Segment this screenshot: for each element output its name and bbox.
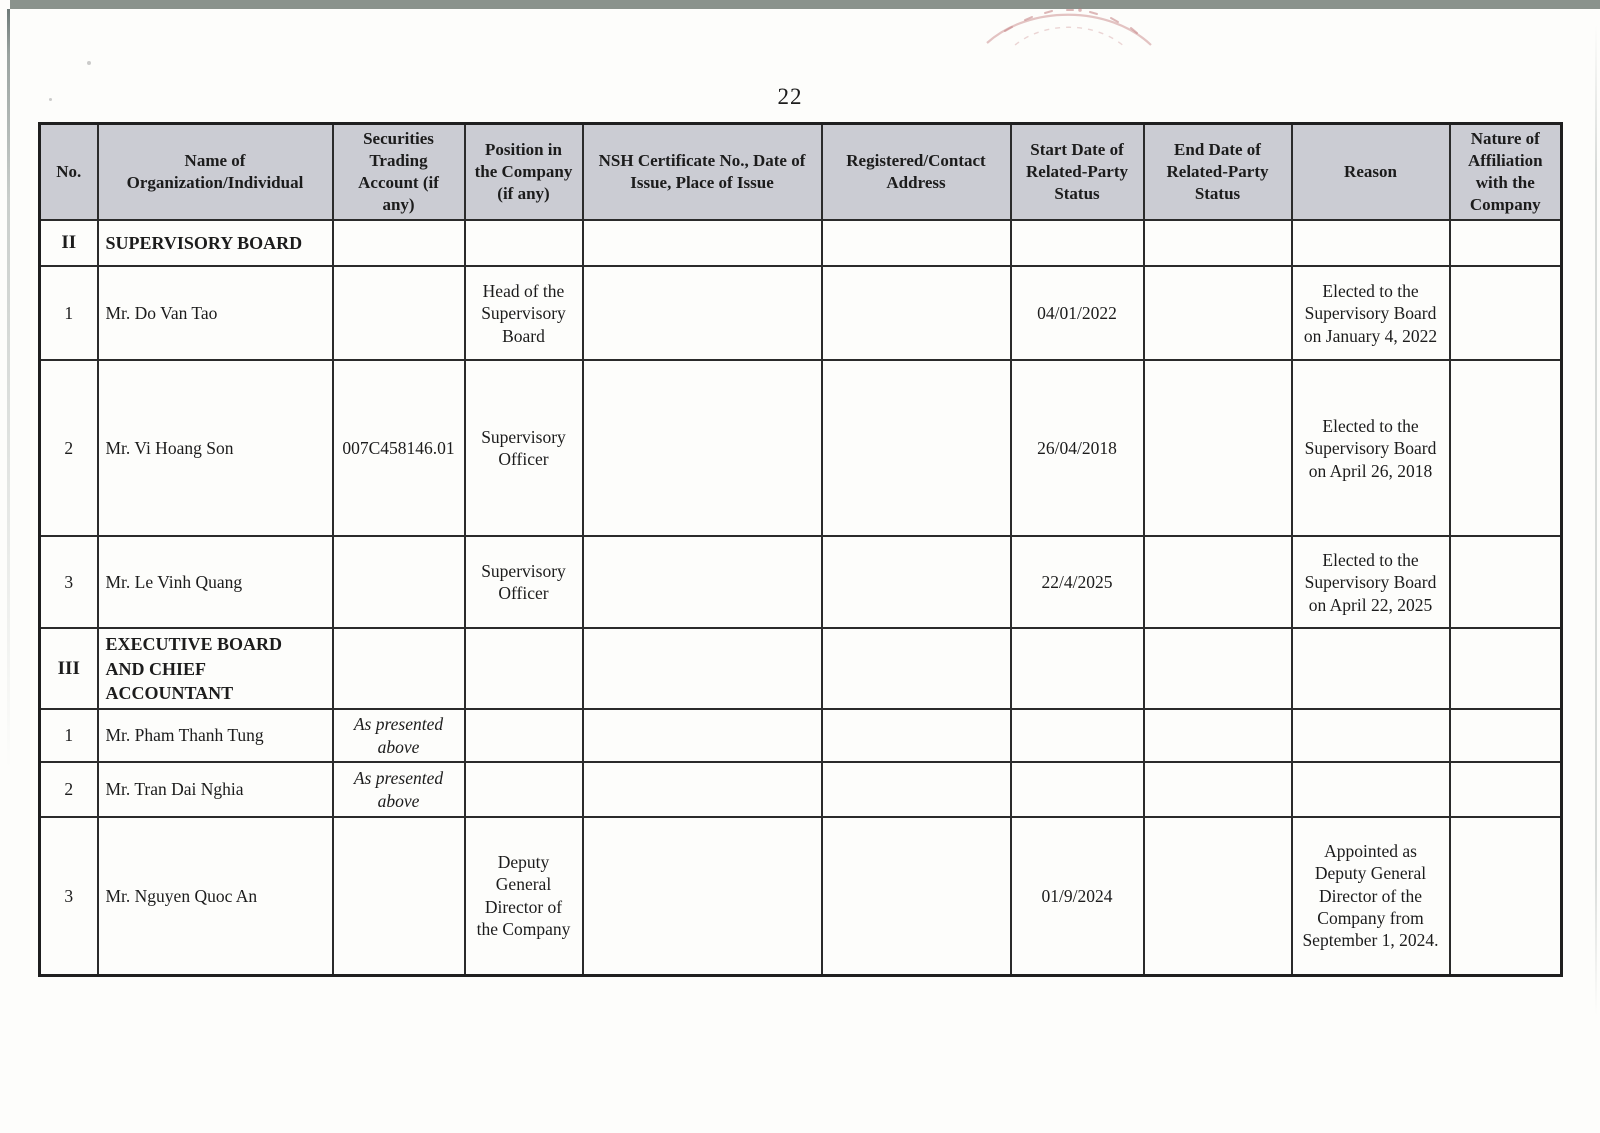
- table-row: [40, 709, 1562, 762]
- cell-end-date: [1144, 360, 1292, 536]
- cell-name: Mr. Vi Hoang Son: [98, 360, 333, 536]
- cell-nature-of-affiliation: [1450, 817, 1562, 975]
- cell-name: Mr. Do Van Tao: [98, 266, 333, 360]
- table-header-row: [40, 124, 1562, 221]
- cell-position: [465, 762, 583, 817]
- cell-name: EXECUTIVE BOARD AND CHIEF ACCOUNTANT: [98, 628, 333, 709]
- cell-securities-account: [333, 817, 465, 975]
- cell-securities-account: 007C458146.01: [333, 360, 465, 536]
- cell-no: 2: [40, 360, 98, 536]
- cell-reason: Elected to the Supervisory Board on April 26, 2018: [1292, 360, 1450, 536]
- cell-nsh-certificate: [583, 360, 822, 536]
- cell-start-date: [1011, 628, 1144, 709]
- column-header-end-date: End Date of Related-Party Status: [1144, 124, 1292, 221]
- cell-nsh-certificate: [583, 762, 822, 817]
- cell-name: Mr. Le Vinh Quang: [98, 536, 333, 628]
- cell-address: [822, 220, 1011, 266]
- cell-position: Supervisory Officer: [465, 360, 583, 536]
- cell-position: Supervisory Officer: [465, 536, 583, 628]
- cell-name: Mr. Nguyen Quoc An: [98, 817, 333, 975]
- cell-end-date: [1144, 628, 1292, 709]
- cell-position: [465, 220, 583, 266]
- table-row: [40, 360, 1562, 536]
- cell-start-date: 04/01/2022: [1011, 266, 1144, 360]
- cell-position: Head of the Supervisory Board: [465, 266, 583, 360]
- cell-position: [465, 709, 583, 762]
- cell-securities-account: As presented above: [333, 762, 465, 817]
- cell-end-date: [1144, 709, 1292, 762]
- cell-nature-of-affiliation: [1450, 762, 1562, 817]
- cell-address: [822, 536, 1011, 628]
- cell-address: [822, 628, 1011, 709]
- cell-securities-account: [333, 536, 465, 628]
- cell-end-date: [1144, 762, 1292, 817]
- cell-address: [822, 360, 1011, 536]
- cell-address: [822, 266, 1011, 360]
- cell-no: 1: [40, 266, 98, 360]
- column-header-no: No.: [40, 124, 98, 221]
- cell-address: [822, 762, 1011, 817]
- cell-no: II: [40, 220, 98, 266]
- cell-position: [465, 628, 583, 709]
- cell-no: 3: [40, 536, 98, 628]
- cell-nsh-certificate: [583, 628, 822, 709]
- cell-reason: Elected to the Supervisory Board on April 22, 2025: [1292, 536, 1450, 628]
- cell-nsh-certificate: [583, 817, 822, 975]
- table-row: [40, 266, 1562, 360]
- cell-reason: [1292, 220, 1450, 266]
- scan-left-edge-line: [7, 9, 10, 769]
- cell-position: Deputy General Director of the Company: [465, 817, 583, 975]
- cell-securities-account: [333, 628, 465, 709]
- cell-end-date: [1144, 266, 1292, 360]
- section-row: [40, 628, 1562, 709]
- cell-no: 2: [40, 762, 98, 817]
- cell-end-date: [1144, 220, 1292, 266]
- table-row: [40, 762, 1562, 817]
- cell-start-date: [1011, 220, 1144, 266]
- table-header: [40, 124, 1562, 221]
- column-header-start-date: Start Date of Related-Party Status: [1011, 124, 1144, 221]
- cell-end-date: [1144, 817, 1292, 975]
- cell-nature-of-affiliation: [1450, 220, 1562, 266]
- scan-top-edge-bar: [10, 0, 1600, 9]
- cell-securities-account: [333, 266, 465, 360]
- cell-nature-of-affiliation: [1450, 266, 1562, 360]
- red-seal-stamp-icon: [983, 3, 1155, 49]
- column-header-address: Registered/Contact Address: [822, 124, 1011, 221]
- page-number: 22: [777, 84, 803, 109]
- column-header-securities-account: Securities Trading Account (if any): [333, 124, 465, 221]
- table-row: [40, 817, 1562, 975]
- cell-start-date: [1011, 762, 1144, 817]
- cell-start-date: 22/4/2025: [1011, 536, 1144, 628]
- cell-name: SUPERVISORY BOARD: [98, 220, 333, 266]
- cell-start-date: [1011, 709, 1144, 762]
- cell-nature-of-affiliation: [1450, 709, 1562, 762]
- column-header-name: Name of Organization/Individual: [98, 124, 333, 221]
- cell-reason: Appointed as Deputy General Director of the Company from September 1, 2024.: [1292, 817, 1450, 975]
- cell-reason: [1292, 709, 1450, 762]
- column-header-nsh-certificate: NSH Certificate No., Date of Issue, Place of Issue: [583, 124, 822, 221]
- cell-reason: [1292, 762, 1450, 817]
- cell-no: 3: [40, 817, 98, 975]
- cell-reason: [1292, 628, 1450, 709]
- scan-speck: [87, 61, 91, 65]
- cell-start-date: 26/04/2018: [1011, 360, 1144, 536]
- cell-reason: Elected to the Supervisory Board on January 4, 2022: [1292, 266, 1450, 360]
- cell-securities-account: As presented above: [333, 709, 465, 762]
- column-header-position: Position in the Company (if any): [465, 124, 583, 221]
- cell-nsh-certificate: [583, 220, 822, 266]
- column-header-reason: Reason: [1292, 124, 1450, 221]
- column-header-nature-of-affiliation: Nature of Affiliation with the Company: [1450, 124, 1562, 221]
- cell-name: Mr. Tran Dai Nghia: [98, 762, 333, 817]
- cell-nature-of-affiliation: [1450, 536, 1562, 628]
- cell-end-date: [1144, 536, 1292, 628]
- cell-no: 1: [40, 709, 98, 762]
- cell-address: [822, 709, 1011, 762]
- cell-address: [822, 817, 1011, 975]
- cell-nsh-certificate: [583, 709, 822, 762]
- cell-start-date: 01/9/2024: [1011, 817, 1144, 975]
- cell-name: Mr. Pham Thanh Tung: [98, 709, 333, 762]
- cell-nature-of-affiliation: [1450, 360, 1562, 536]
- cell-no: III: [40, 628, 98, 709]
- cell-nature-of-affiliation: [1450, 628, 1562, 709]
- related-party-table: [38, 122, 1563, 977]
- scan-right-edge-line: [1595, 25, 1597, 1015]
- section-row: [40, 220, 1562, 266]
- table-body: [40, 220, 1562, 975]
- cell-nsh-certificate: [583, 536, 822, 628]
- cell-securities-account: [333, 220, 465, 266]
- cell-nsh-certificate: [583, 266, 822, 360]
- table-row: [40, 536, 1562, 628]
